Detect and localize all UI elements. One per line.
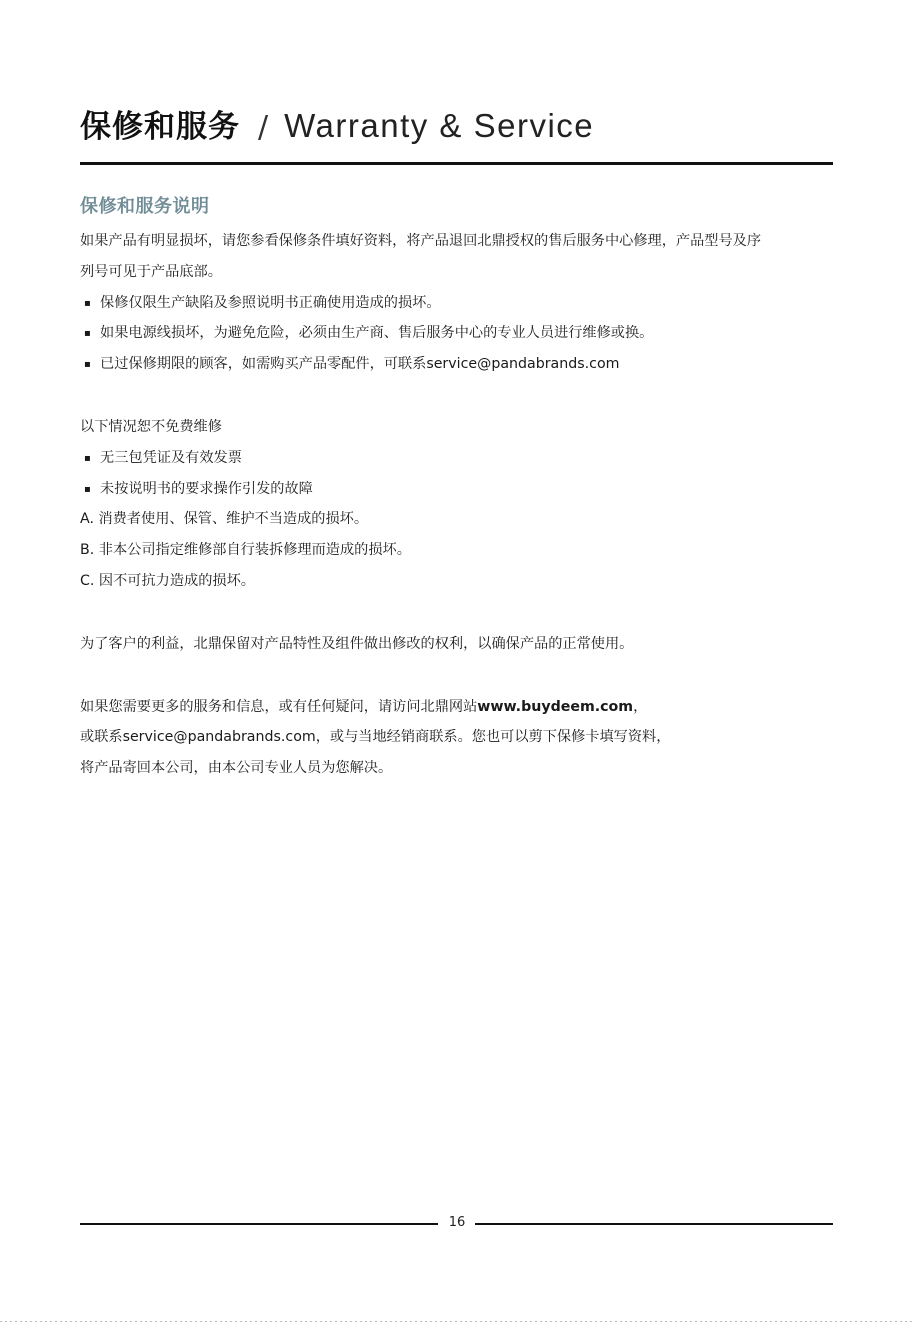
warranty-bullet-2: ▪ 如果电源线损坏，为避免危险，必须由生产商、售后服务中心的专业人员进行维修或换。 [80,318,840,349]
exclusion-item-c: C. 因不可抗力造成的损坏。 [80,572,255,589]
spacer [80,380,840,412]
warranty-bullet-1: ▪ 保修仅限生产缺陷及参照说明书正确使用造成的损坏。 [80,288,840,319]
contact-line-1-prefix: 如果您需要更多的服务和信息，或有任何疑问，请访问北鼎网站 [80,698,478,715]
title-divider [80,162,833,165]
notice-line: 为了客户的利益，北鼎保留对产品特性及组件做出修改的权利，以确保产品的正常使用。 [80,635,634,652]
intro-line-1: 如果产品有明显损坏，请您参看保修条件填好资料，将产品退回北鼎授权的售后服务中心修理，产品型号及序 [80,233,762,249]
body-text [80,226,840,784]
footer-rule-right [475,1223,833,1225]
contact-line-3: 将产品寄回本公司，由本公司专业人员为您解决。 [80,760,393,777]
bottom-edge-dots [0,1321,914,1322]
page-number: 16 [448,1215,466,1230]
spacer [80,597,840,629]
exclusion-item-a: A. 消费者使用、保管、维护不当造成的损坏。 [80,511,369,528]
warranty-bullet-3: ▪ 已过保修期限的顾客，如需购买产品零配件，可联系service@pandabrands.com [80,349,840,380]
title-chinese: 保修和服务 [80,109,240,145]
exclusion-bullet-1: ▪ 无三包凭证及有效发票 [80,443,840,474]
title-english: Warranty & Service [284,107,595,144]
intro-line-2: 列号可见于产品底部。 [80,263,222,280]
page-title [80,104,840,148]
exclusions-heading: 以下情况恕不免费维修 [80,418,222,435]
title-separator: / [258,110,269,145]
website-link[interactable]: www.buydeem.com [477,698,634,715]
contact-line-1 [80,692,840,723]
contact-line-1-suffix: ， [633,698,648,715]
contact-line-2: 或联系service@pandabrands.com，或与当地经销商联系。您也可以剪下保修卡填写资料， [80,729,671,746]
exclusion-bullet-2: ▪ 未按说明书的要求操作引发的故障 [80,474,840,505]
section-heading: 保修和服务说明 [80,196,210,217]
exclusion-item-b: B. 非本公司指定维修部自行装拆修理而造成的损坏。 [80,542,411,559]
spacer [80,660,840,692]
footer-rule-left [80,1223,438,1225]
